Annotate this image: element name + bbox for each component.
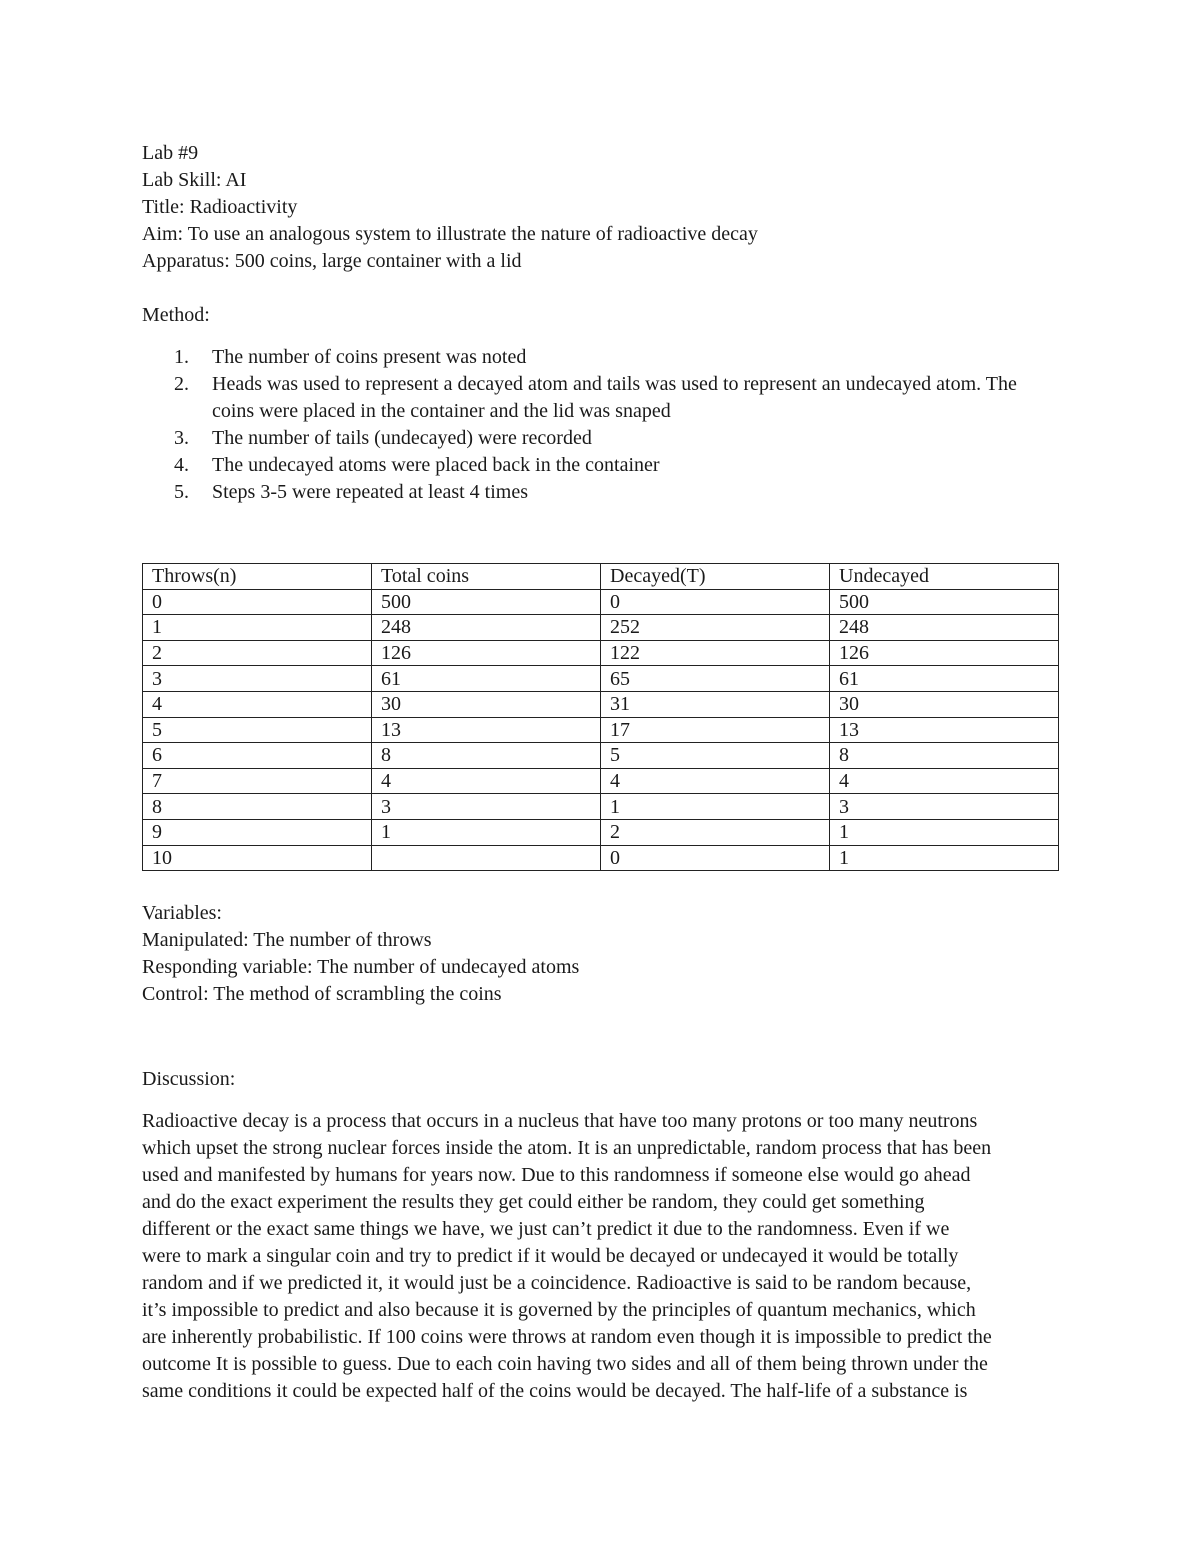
table-row <box>143 717 1059 743</box>
method-step <box>142 371 1062 425</box>
discussion-line: random and if we predicted it, it would just be a coincidence. Radioactive is said to be random because, <box>142 1272 972 1294</box>
table-cell: 1 <box>601 794 830 820</box>
table-cell: 126 <box>372 640 601 666</box>
table-cell: 126 <box>830 640 1059 666</box>
table-cell: 500 <box>372 589 601 615</box>
method-list <box>142 344 1062 506</box>
step-text: The undecayed atoms were placed back in the container <box>212 454 660 476</box>
table-cell: 30 <box>372 691 601 717</box>
table-cell: 9 <box>143 819 372 845</box>
table-cell: 61 <box>372 666 601 692</box>
step-number: 5. <box>174 481 189 503</box>
table-cell: 2 <box>143 640 372 666</box>
discussion-line: were to mark a singular coin and try to predict if it would be decayed or undecayed it would be totally <box>142 1245 959 1267</box>
table-row <box>143 819 1059 845</box>
table-cell: 65 <box>601 666 830 692</box>
table-row <box>143 666 1059 692</box>
table-cell: 13 <box>372 717 601 743</box>
discussion-line: which upset the strong nuclear forces inside the atom. It is an unpredictable, random process that has been <box>142 1137 992 1159</box>
table-cell: 8 <box>830 743 1059 769</box>
table-row <box>143 589 1059 615</box>
discussion-line: are inherently probabilistic. If 100 coins were throws at random even though it is impossible to predict the <box>142 1326 992 1348</box>
discussion-line: outcome It is possible to guess. Due to each coin having two sides and all of them being thrown under the <box>142 1353 988 1375</box>
table-row <box>143 845 1059 871</box>
table-cell: 1 <box>830 845 1059 871</box>
table-cell: 0 <box>601 845 830 871</box>
control-variable: Control: The method of scrambling the coins <box>142 983 502 1005</box>
table-cell: 7 <box>143 768 372 794</box>
discussion-line: same conditions it could be expected half of the coins would be decayed. The half-life of a substance is <box>142 1380 968 1402</box>
discussion-line: Radioactive decay is a process that occurs in a nucleus that have too many protons or too many neutrons <box>142 1110 978 1132</box>
table-cell: 4 <box>143 691 372 717</box>
table-row <box>143 743 1059 769</box>
results-table <box>142 563 1059 871</box>
variables-section <box>142 900 1062 1008</box>
table-cell: 2 <box>601 819 830 845</box>
step-text: The number of coins present was noted <box>212 346 527 368</box>
lab-skill: Lab Skill: AI <box>142 169 247 191</box>
table-cell: 252 <box>601 615 830 641</box>
table-cell: 10 <box>143 845 372 871</box>
table-row <box>143 615 1059 641</box>
table-cell: 5 <box>143 717 372 743</box>
table-cell: 1 <box>143 615 372 641</box>
step-number: 3. <box>174 427 189 449</box>
table-header-row <box>143 564 1059 590</box>
column-header: Decayed(T) <box>601 564 830 590</box>
table-cell: 248 <box>830 615 1059 641</box>
table-cell: 5 <box>601 743 830 769</box>
table-cell: 6 <box>143 743 372 769</box>
discussion-line: it’s impossible to predict and also because it is governed by the principles of quantum mechanics, which <box>142 1299 976 1321</box>
table-cell: 3 <box>372 794 601 820</box>
method-step <box>142 425 1062 452</box>
method-step <box>142 452 1062 479</box>
table-cell: 4 <box>601 768 830 794</box>
manipulated-variable: Manipulated: The number of throws <box>142 929 432 951</box>
step-number: 1. <box>174 346 189 368</box>
lab-aim: Aim: To use an analogous system to illustrate the nature of radioactive decay <box>142 223 758 245</box>
table-cell: 4 <box>372 768 601 794</box>
table-cell: 0 <box>601 589 830 615</box>
table-cell: 122 <box>601 640 830 666</box>
column-header: Undecayed <box>830 564 1059 590</box>
table-cell: 3 <box>143 666 372 692</box>
table-row <box>143 794 1059 820</box>
step-number: 4. <box>174 454 189 476</box>
table-cell: 248 <box>372 615 601 641</box>
table-cell: 4 <box>830 768 1059 794</box>
table-cell: 30 <box>830 691 1059 717</box>
discussion-heading: Discussion: <box>142 1068 236 1090</box>
discussion-line: and do the exact experiment the results they get could either be random, they could get something <box>142 1191 925 1213</box>
discussion-paragraph <box>142 1108 1062 1405</box>
table-row <box>143 640 1059 666</box>
column-header: Total coins <box>372 564 601 590</box>
lab-number: Lab #9 <box>142 142 199 164</box>
discussion-line: used and manifested by humans for years now. Due to this randomness if someone else would go ahead <box>142 1164 971 1186</box>
table-cell: 0 <box>143 589 372 615</box>
table-cell: 500 <box>830 589 1059 615</box>
table-row <box>143 768 1059 794</box>
step-text: Heads was used to represent a decayed atom and tails was used to represent an undecayed atom. The coins were placed in the container and the lid was snaped <box>212 373 1017 422</box>
column-header: Throws(n) <box>143 564 372 590</box>
table-cell: 13 <box>830 717 1059 743</box>
table-cell: 1 <box>830 819 1059 845</box>
table-cell: 31 <box>601 691 830 717</box>
table-cell: 1 <box>372 819 601 845</box>
table-cell <box>372 845 601 871</box>
table-cell: 17 <box>601 717 830 743</box>
responding-variable: Responding variable: The number of undecayed atoms <box>142 956 580 978</box>
method-heading: Method: <box>142 304 210 326</box>
lab-header <box>142 140 1062 506</box>
lab-apparatus: Apparatus: 500 coins, large container with a lid <box>142 250 522 272</box>
lab-title: Title: Radioactivity <box>142 196 298 218</box>
step-number: 2. <box>174 373 189 395</box>
table-cell: 8 <box>143 794 372 820</box>
step-text: Steps 3-5 were repeated at least 4 times <box>212 481 528 503</box>
variables-heading: Variables: <box>142 902 222 924</box>
method-step <box>142 479 1062 506</box>
results-table-container <box>142 563 1059 871</box>
table-cell: 8 <box>372 743 601 769</box>
discussion-line: different or the exact same things we have, we just can’t predict it due to the randomness. Even if we <box>142 1218 950 1240</box>
step-text: The number of tails (undecayed) were recorded <box>212 427 592 449</box>
table-cell: 61 <box>830 666 1059 692</box>
table-row <box>143 691 1059 717</box>
table-cell: 3 <box>830 794 1059 820</box>
method-step <box>142 344 1062 371</box>
